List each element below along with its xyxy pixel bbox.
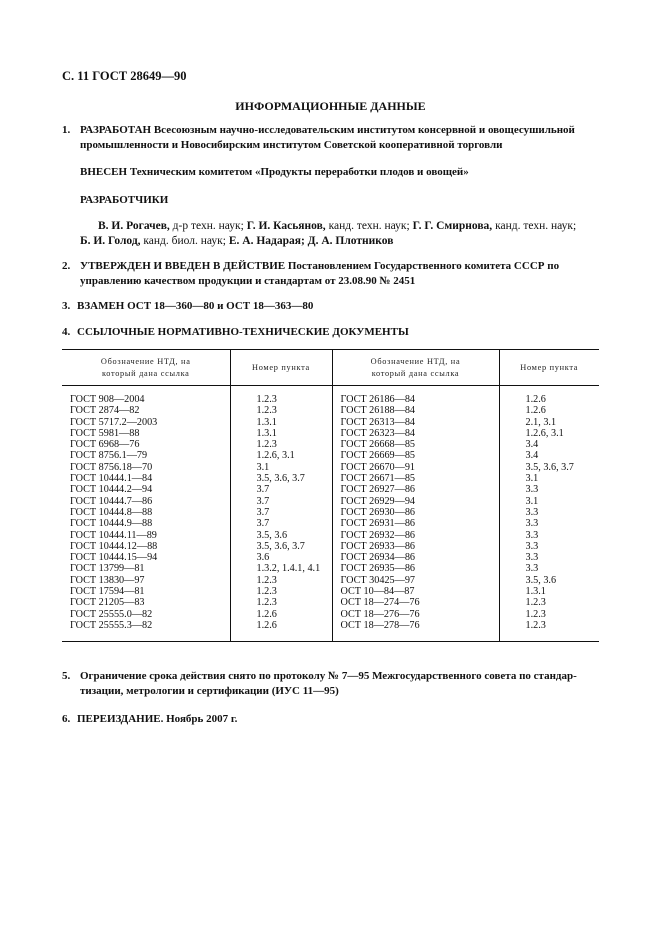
ref-point-cell: 1.2.3	[230, 586, 332, 597]
table-row	[62, 417, 599, 428]
ref-doc-cell: ГОСТ 26186—84	[332, 394, 499, 405]
ref-point-cell: 3.5, 3.6, 3.7	[230, 473, 332, 484]
ref-doc-cell: ГОСТ 26930—86	[332, 507, 499, 518]
ref-point-cell: 1.3.1	[525, 586, 546, 598]
ref-point-cell: 3.7	[230, 507, 332, 518]
developer-name: Б. И. Голод,	[80, 235, 141, 247]
ref-point-cell: 1.2.3	[230, 439, 332, 450]
table-header-row	[62, 350, 599, 386]
ref-point-cell: 3.5, 3.6	[525, 574, 557, 586]
ref-doc-cell: ГОСТ 26188—84	[332, 405, 499, 416]
section-5-line-1: Ограничение срока действия снято по протоколу № 7—95 Межгосударственного совета по стандар-	[80, 670, 577, 682]
ref-point-cell: 1.3.1	[230, 417, 332, 428]
section-1-line-2: промышленности и Новосибирским институтом Советской кооперативной торговли	[80, 139, 503, 151]
ref-point-cell: 1.3.2, 1.4.1, 4.1	[230, 563, 332, 574]
table-row	[62, 518, 599, 529]
ref-point-cell: 1.2.3	[230, 597, 332, 608]
section-1	[62, 123, 622, 153]
table-row	[62, 530, 599, 541]
col-doc-header-line-2: который дана ссылка	[101, 368, 190, 378]
table-row	[62, 586, 599, 597]
ref-doc-cell: ГОСТ 10444.9—88	[62, 518, 230, 529]
ref-doc-cell: ГОСТ 21205—83	[62, 597, 230, 608]
ref-doc-cell: ГОСТ 10444.7—86	[62, 496, 230, 507]
section-4-text: ССЫЛОЧНЫЕ НОРМАТИВНО-ТЕХНИЧЕСКИЕ ДОКУМЕНТЫ	[77, 326, 409, 338]
table-row	[62, 507, 599, 518]
col-doc-header-line-1: Обозначение НТД, на	[100, 356, 191, 366]
ref-doc-cell: ГОСТ 10444.8—88	[62, 507, 230, 518]
col-doc-header-line-1: Обозначение НТД, на	[370, 356, 461, 366]
ref-doc-cell: ГОСТ 26313—84	[332, 417, 499, 428]
ref-point-cell: 3.4	[525, 450, 539, 462]
ref-doc-cell: ГОСТ 26671—85	[332, 473, 499, 484]
ref-doc-cell: ОСТ 10—84—87	[332, 586, 499, 597]
ref-point-cell: 3.1	[525, 473, 539, 485]
ref-doc-cell: ГОСТ 26934—86	[332, 552, 499, 563]
ref-doc-cell: ГОСТ 10444.2—94	[62, 484, 230, 495]
ref-point-cell: 1.2.6	[525, 394, 546, 405]
ref-point-cell: 3.5, 3.6, 3.7	[230, 541, 332, 552]
ref-doc-cell: ГОСТ 26668—85	[332, 439, 499, 450]
section-number: 2.	[62, 260, 71, 272]
table-row	[62, 609, 599, 620]
developers-line-1	[98, 219, 576, 234]
developers-line-2	[80, 234, 393, 249]
table-row	[62, 450, 599, 461]
section-number: 5.	[62, 670, 71, 682]
section-1-line-1: РАЗРАБОТАН Всесоюзным научно-исследовательским институтом консервной и овощесушильной	[80, 124, 575, 136]
ref-doc-cell: ГОСТ 26935—86	[332, 563, 499, 574]
ref-doc-cell: ГОСТ 10444.11—89	[62, 530, 230, 541]
section-2	[62, 259, 622, 289]
ref-point-cell: 1.2.6	[525, 405, 546, 417]
ref-point-cell: 3.1	[525, 495, 539, 507]
ref-doc-cell: ГОСТ 2874—82	[62, 405, 230, 416]
table-row	[62, 620, 599, 631]
ref-doc-cell: ГОСТ 10444.15—94	[62, 552, 230, 563]
section-number: 4.	[62, 326, 71, 338]
section-2-line-2: управлению качеством продукции и стандартам от 23.08.90 № 2451	[80, 275, 416, 287]
ref-doc-cell: ГОСТ 26931—86	[332, 518, 499, 529]
ref-doc-cell: ГОСТ 26669—85	[332, 450, 499, 461]
section-3	[62, 299, 313, 314]
ref-doc-cell: ГОСТ 26933—86	[332, 541, 499, 552]
ref-doc-cell: ГОСТ 13799—81	[62, 563, 230, 574]
table-row	[62, 473, 599, 484]
ref-point-cell: 3.7	[230, 496, 332, 507]
col-doc-header	[62, 350, 230, 386]
col-doc-header	[332, 350, 499, 386]
ref-point-cell: 1.2.3	[230, 394, 332, 405]
ref-point-cell: 3.7	[230, 484, 332, 495]
ref-doc-cell: ГОСТ 17594—81	[62, 586, 230, 597]
ref-doc-cell: ГОСТ 26670—91	[332, 462, 499, 473]
table-row	[62, 496, 599, 507]
ref-doc-cell: ГОСТ 26929—94	[332, 496, 499, 507]
table-row	[62, 439, 599, 450]
table-row	[62, 541, 599, 552]
ref-point-cell: 1.2.3	[230, 575, 332, 586]
ref-doc-cell: ГОСТ 8756.18—70	[62, 462, 230, 473]
section-6-text: ПЕРЕИЗДАНИЕ. Ноябрь 2007 г.	[77, 713, 238, 725]
col-point-header: Номер пункта	[499, 350, 599, 386]
ref-doc-cell: ГОСТ 25555.3—82	[62, 620, 230, 631]
ref-point-cell: 3.5, 3.6	[230, 530, 332, 541]
section-number: 3.	[62, 300, 71, 312]
table-spacer-row	[62, 386, 599, 395]
ref-doc-cell: ГОСТ 5717.2—2003	[62, 417, 230, 428]
reference-documents-table	[62, 349, 599, 642]
section-5-line-2: тизации, метрологии и сертификации (ИУС 11—95)	[80, 685, 339, 697]
ref-doc-cell: ГОСТ 908—2004	[62, 394, 230, 405]
table-row	[62, 575, 599, 586]
page-title: ИНФОРМАЦИОННЫЕ ДАННЫЕ	[235, 99, 426, 113]
ref-point-cell: 3.3	[525, 563, 539, 575]
col-doc-header-line-2: который дана ссылка	[371, 368, 460, 378]
ref-point-cell: 3.3	[525, 529, 539, 541]
ref-doc-cell: ГОСТ 30425—97	[332, 575, 499, 586]
ref-point-cell: 1.2.3	[230, 405, 332, 416]
table-row	[62, 394, 599, 405]
ref-point-cell: 1.2.6, 3.1	[230, 450, 332, 461]
ref-doc-cell: ГОСТ 26932—86	[332, 530, 499, 541]
ref-point-cell: 3.1	[230, 462, 332, 473]
ref-point-cell: 1.2.3	[525, 619, 546, 631]
developer-degree: канд. биол. наук;	[140, 235, 229, 247]
developer-name: Г. И. Касьянов,	[246, 220, 326, 232]
ref-point-cell: 3.3	[525, 506, 539, 518]
ref-doc-cell: ОСТ 18—274—76	[332, 597, 499, 608]
page-header: С. 11 ГОСТ 28649—90	[62, 69, 187, 83]
ref-point-cell: 2.1, 3.1	[525, 416, 557, 428]
ref-doc-cell: ГОСТ 10444.1—84	[62, 473, 230, 484]
ref-point-cell: 1.2.6	[230, 620, 332, 631]
table-row	[62, 597, 599, 608]
ref-point-cell: 1.3.1	[230, 428, 332, 439]
ref-point-cell: 3.3	[525, 540, 539, 552]
ref-doc-cell: ОСТ 18—278—76	[332, 620, 499, 631]
developer-degree: канд. техн. наук;	[492, 220, 577, 232]
ref-doc-cell: ГОСТ 26323—84	[332, 428, 499, 439]
developer-degree: д-р техн. наук;	[169, 220, 247, 232]
ref-point-cell: 1.2.6, 3.1	[525, 427, 564, 439]
ref-doc-cell: ГОСТ 10444.12—88	[62, 541, 230, 552]
section-6	[62, 712, 237, 727]
section-number: 1.	[62, 124, 71, 136]
table-tail-row	[62, 631, 599, 642]
ref-point-cell: 1.2.3	[525, 608, 546, 620]
ref-point-cell: 3.3	[525, 552, 539, 564]
ref-doc-cell: ГОСТ 6968—76	[62, 439, 230, 450]
table-row	[62, 462, 599, 473]
section-number: 6.	[62, 713, 71, 725]
table-row	[62, 405, 599, 416]
ref-point-cell: 1.2.6	[230, 609, 332, 620]
ref-point-cell: 3.3	[525, 484, 539, 496]
developer-degree: канд. техн. наук;	[325, 220, 413, 232]
developers-label: РАЗРАБОТЧИКИ	[80, 194, 169, 206]
table-row	[62, 563, 599, 574]
table-row	[62, 484, 599, 495]
section-2-line-1: УТВЕРЖДЕН И ВВЕДЕН В ДЕЙСТВИЕ Постановлением Государственного комитета СССР по	[80, 260, 560, 272]
ref-point-cell: 3.3	[525, 518, 539, 530]
table-row	[62, 428, 599, 439]
col-point-header: Номер пункта	[230, 350, 332, 386]
table-body	[62, 386, 599, 642]
developer-name: Е. А. Надарая; Д. А. Плотников	[228, 235, 394, 247]
ref-point-cell: 3.6	[230, 552, 332, 563]
developer-name: В. И. Рогачев,	[98, 220, 170, 232]
ref-doc-cell: ГОСТ 5981—88	[62, 428, 230, 439]
ref-doc-cell: ГОСТ 25555.0—82	[62, 609, 230, 620]
introduced-by: ВНЕСЕН Техническим комитетом «Продукты переработки плодов и овощей»	[80, 166, 469, 178]
ref-doc-cell: ГОСТ 26927—86	[332, 484, 499, 495]
section-3-text: ВЗАМЕН ОСТ 18—360—80 и ОСТ 18—363—80	[77, 300, 314, 312]
section-4	[62, 325, 409, 340]
section-5	[62, 669, 642, 699]
ref-doc-cell: ГОСТ 13830—97	[62, 575, 230, 586]
ref-point-cell: 1.2.3	[525, 597, 546, 609]
developer-name: Г. Г. Смирнова,	[412, 220, 493, 232]
ref-point-cell: 3.7	[230, 518, 332, 529]
ref-doc-cell: ГОСТ 8756.1—79	[62, 450, 230, 461]
ref-doc-cell: ОСТ 18—276—76	[332, 609, 499, 620]
ref-point-cell: 3.4	[525, 439, 539, 451]
ref-point-cell: 3.5, 3.6, 3.7	[525, 461, 574, 473]
table-row	[62, 552, 599, 563]
